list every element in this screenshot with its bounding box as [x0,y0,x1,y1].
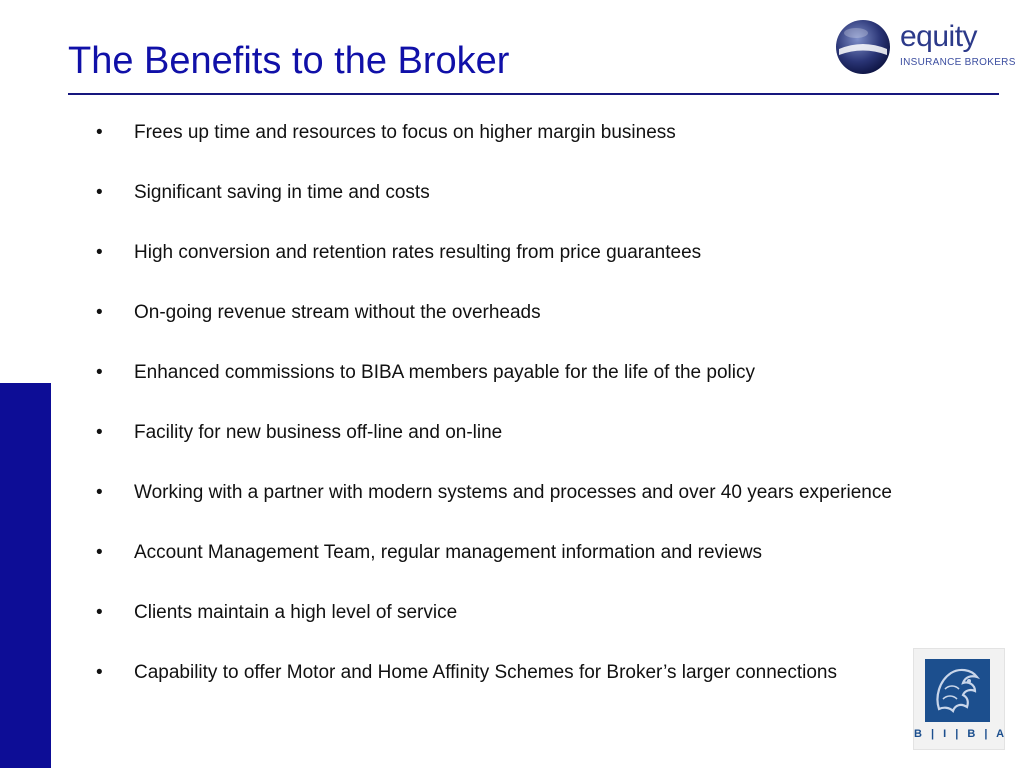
bullet-marker: • [96,182,103,203]
slide-title: The Benefits to the Broker [68,40,510,82]
title-underline [68,93,999,95]
bullet-marker: • [96,362,103,383]
bullet-item [96,240,916,265]
bullet-item [96,660,916,685]
bullet-list [96,120,916,685]
equity-logo [834,16,1014,82]
bullet-item [96,180,916,205]
bullet-item [96,600,916,625]
bullet-marker: • [96,242,103,263]
bullet-marker: • [96,482,103,503]
bullet-text: Enhanced commissions to BIBA members payable for the life of the policy [134,362,755,383]
bullet-item [96,300,916,325]
bullet-item [96,540,916,565]
biba-wordmark: B | I | B | A [914,728,1008,740]
bullet-marker: • [96,302,103,323]
bullet-item [96,120,916,145]
bullet-marker: • [96,602,103,623]
biba-lion-emblem [925,659,990,722]
bullet-item [96,360,916,385]
side-accent-bar [0,383,51,768]
bullet-marker: • [96,122,103,143]
bullet-text: Account Management Team, regular management information and reviews [134,542,763,563]
bullet-text: Clients maintain a high level of service [134,602,458,623]
bullet-text: High conversion and retention rates resulting from price guarantees [134,242,702,263]
bullet-item [96,420,916,445]
logo-tagline: INSURANCE BROKERS [900,57,1016,68]
biba-logo [913,648,1008,750]
lion-icon [925,659,990,722]
bullet-text: Working with a partner with modern systems and processes and over 40 years experience [134,482,892,503]
equity-orb-icon [834,18,892,76]
bullet-text: Significant saving in time and costs [134,182,430,203]
bullet-text: Frees up time and resources to focus on higher margin business [134,122,676,143]
bullet-marker: • [96,422,103,443]
bullet-marker: • [96,542,103,563]
bullet-marker: • [96,662,103,683]
logo-wordmark: equity [900,20,978,53]
bullet-text: On-going revenue stream without the overheads [134,302,541,323]
bullet-text: Capability to offer Motor and Home Affinity Schemes for Broker’s larger connections [134,662,837,683]
bullet-item [96,480,916,505]
bullet-text: Facility for new business off-line and on-line [134,422,503,443]
